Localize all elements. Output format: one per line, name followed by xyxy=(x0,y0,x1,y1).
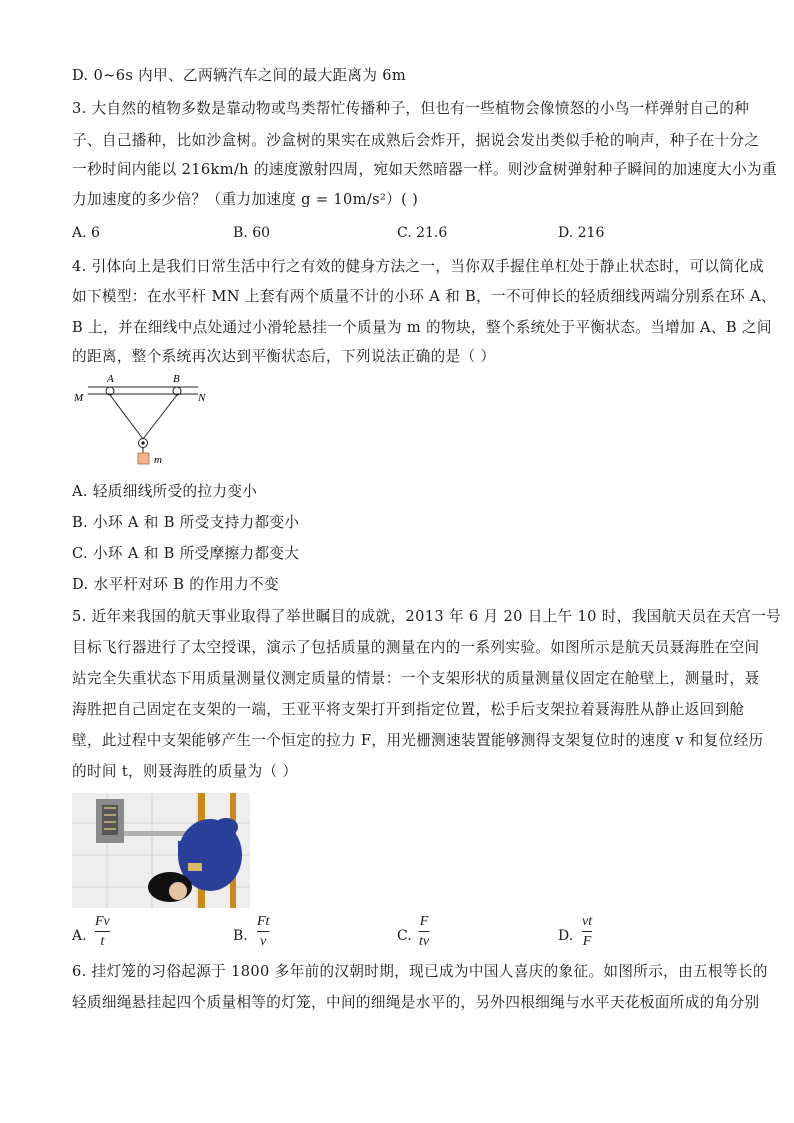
q5-d-denominator: F xyxy=(582,934,592,949)
q6-text-line-1: 6. 挂灯笼的习俗起源于 1800 多年前的汉朝时期，现已成为中国人喜庆的象征。如图所示，由五根等长的 xyxy=(72,963,768,980)
astronaut-mass-measurement-photo xyxy=(72,793,250,908)
q5-c-numerator: F xyxy=(419,914,429,929)
q5-b-numerator: Ft xyxy=(257,914,270,929)
q5-a-denominator: t xyxy=(100,934,105,949)
q4-text-line-3: B 上，并在细线中点处通过小滑轮悬挂一个质量为 m 的物块，整个系统处于平衡状态。当增加 A、B 之间 xyxy=(72,319,772,336)
q3-text-line-3: 一秒时间内能以 216km/h 的速度激射四周，宛如天然暗器一样。则沙盒树弹射种子瞬间的加速度大小为重 xyxy=(72,161,777,178)
q5-text-line-1: 5. 近年来我国的航天事业取得了举世瞩目的成就，2013 年 6 月 20 日上午 10 时，我国航天员在天宫一号 xyxy=(72,608,782,625)
q6-text-line-2: 轻质细绳悬挂起四个质量相等的灯笼，中间的细绳是水平的，另外四根细绳与水平天花板面所成的角分别 xyxy=(72,994,760,1011)
q2-option-d: D. 0~6s 内甲、乙两辆汽车之间的最大距离为 6m xyxy=(72,67,407,84)
q5-text-line-4: 海胜把自己固定在支架的一端，王亚平将支架打开到指定位置，松手后支架拉着聂海胜从静止返回到舱 xyxy=(72,701,745,718)
q5-option-d-fraction xyxy=(582,914,592,949)
q5-text-line-3: 站完全失重状态下用质量测量仪测定质量的情景：一个支架形状的质量测量仪固定在舱壁上，测量时，聂 xyxy=(72,670,760,687)
q5-b-denominator: v xyxy=(260,934,267,949)
q5-d-numerator: vt xyxy=(582,914,593,929)
q4-pulley-diagram xyxy=(70,370,220,480)
q5-option-a-fraction xyxy=(95,914,110,949)
block-m xyxy=(138,453,149,464)
label-N: N xyxy=(198,392,206,404)
q3-option-d: D. 216 xyxy=(558,225,605,241)
label-M: M xyxy=(74,392,84,404)
label-m: m xyxy=(154,454,162,466)
label-A: A xyxy=(107,373,114,385)
q5-option-b-fraction xyxy=(257,914,269,949)
q3-text-line-4: 力加速度的多少倍？（重力加速度 g = 10m/s²）( ) xyxy=(72,191,419,208)
q4-option-a: A. 轻质细线所受的拉力变小 xyxy=(72,483,258,500)
q4-option-b: B. 小环 A 和 B 所受支持力都变小 xyxy=(72,514,300,531)
q3-text-line-2: 子、自己播种，比如沙盒树。沙盒树的果实在成熟后会炸开，据说会发出类似手枪的响声，种子在十分之 xyxy=(72,132,760,149)
q4-text-line-2: 如下模型：在水平杆 MN 上套有两个质量不计的小环 A 和 B，一不可伸长的轻质细线两端分别系在环 A、 xyxy=(72,288,776,305)
q4-text-line-1: 4. 引体向上是我们日常生活中行之有效的健身方法之一，当你双手握住单杠处于静止状态时，可以简化成 xyxy=(72,258,765,275)
q5-option-c-fraction xyxy=(419,914,429,949)
q3-text-line-1: 3. 大自然的植物多数是靠动物或鸟类帮忙传播种子，但也有一些植物会像愤怒的小鸟一样弹射自己的种 xyxy=(72,100,750,117)
q5-text-line-6: 的时间 t，则聂海胜的质量为（ ） xyxy=(72,763,298,780)
q4-option-d: D. 水平杆对环 B 的作用力不变 xyxy=(72,576,279,593)
q5-option-d-letter: D. xyxy=(558,928,574,944)
q5-a-numerator: Fv xyxy=(95,914,110,929)
q3-option-b: B. 60 xyxy=(233,225,271,241)
q4-option-c: C. 小环 A 和 B 所受摩擦力都变大 xyxy=(72,545,300,562)
q3-option-c: C. 21.6 xyxy=(397,225,448,241)
q5-option-a-letter: A. xyxy=(72,928,87,944)
q5-text-line-5: 壁，此过程中支架能够产生一个恒定的拉力 F，用光栅测速装置能够测得支架复位时的速度 v 和复位经历 xyxy=(72,732,764,749)
q5-option-c-letter: C. xyxy=(397,928,412,944)
q5-text-line-2: 目标飞行器进行了太空授课，演示了包括质量的测量在内的一系列实验。如图所示是航天员聂海胜在空间 xyxy=(72,639,760,656)
q5-c-denominator: tv xyxy=(419,934,430,949)
q3-option-a: A. 6 xyxy=(72,225,100,241)
q4-text-line-4: 的距离，整个系统再次达到平衡状态后，下列说法正确的是（ ） xyxy=(72,348,496,365)
label-B: B xyxy=(173,373,180,385)
q5-option-b-letter: B. xyxy=(233,928,248,944)
